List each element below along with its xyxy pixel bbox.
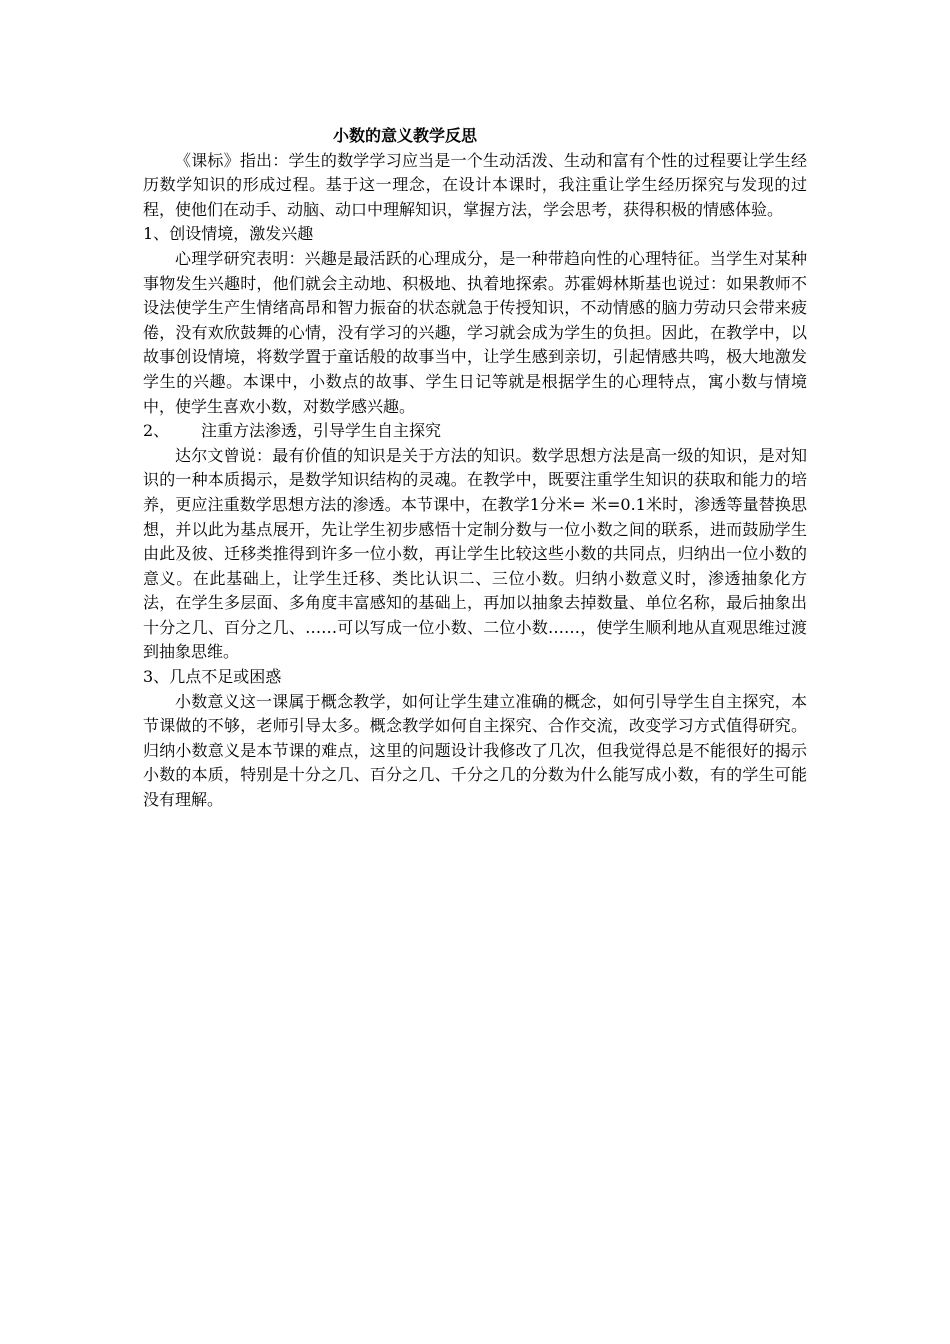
section-heading-2: [143, 419, 807, 444]
section-title-3: 几点不足或困惑: [169, 667, 282, 687]
section-body-2: 达尔文曾说：最有价值的知识是关于方法的知识。数学思想方法是高一级的知识，是对知识的一种本质揭示，是数学知识结构的灵魂。在教学中，既要注重学生知识的获取和能力的培养，更应注重数学思想方法的渗透。本节课中，在教学1分米= 米=0.1米时，渗透等量替换思想，并以此为基点展开，先让学生初步感悟十定制分数与一位小数之间的联系，进而鼓励学生由此及彼、迁移类推得到许多一位小数，再让学生比较这些小数的共同点，归纳出一位小数的意义。在此基础上，让学生迁移、类比认识二、三位小数。归纳小数意义时，渗透抽象化方法，在学生多层面、多角度丰富感知的基础上，再加以抽象去掉数量、单位名称，最后抽象出十分之几、百分之几、……可以写成一位小数、二位小数……，使学生顺利地从直观思维过渡到抽象思维。: [143, 445, 807, 662]
section-title-1: 创设情境，激发兴趣: [169, 224, 314, 244]
document-title: 小数的意义教学反思: [333, 126, 478, 145]
section-number-1: 1、: [143, 224, 170, 244]
section-heading-1: [143, 222, 807, 247]
section-title-2: 注重方法渗透，引导学生自主探究: [201, 421, 442, 441]
section-number-3: 3、: [143, 667, 170, 687]
intro-paragraph: 《课标》指出：学生的数学学习应当是一个生动活泼、生动和富有个性的过程要让学生经历数学知识的形成过程。基于这一理念，在设计本课时，我注重让学生经历探究与发现的过程，使他们在动手、动脑、动口中理解知识，掌握方法，学会思考，获得积极的情感体验。: [143, 150, 807, 219]
section-body-1: 心理学研究表明：兴趣是最活跃的心理成分，是一种带趋向性的心理特征。当学生对某种事物发生兴趣时，他们就会主动地、积极地、执着地探索。苏霍姆林斯基也说过：如果教师不设法使学生产生情绪高昂和智力振奋的状态就急于传授知识，不动情感的脑力劳动只会带来疲倦，没有欢欣鼓舞的心情，没有学习的兴趣，学习就会成为学生的负担。因此，在教学中，以故事创设情境，将数学置于童话般的故事当中，让学生感到亲切，引起情感共鸣，极大地激发学生的兴趣。本课中，小数点的故事、学生日记等就是根据学生的心理特点，寓小数与情境中，使学生喜欢小数，对数学感兴趣。: [143, 248, 807, 416]
section-heading-3: [143, 665, 807, 690]
document-page: [143, 124, 807, 813]
section-number-2: 2、: [143, 421, 170, 441]
section-body-3: 小数意义这一课属于概念教学，如何让学生建立准确的概念，如何引导学生自主探究，本节课做的不够，老师引导太多。概念教学如何自主探究、合作交流，改变学习方式值得研究。归纳小数意义是本节课的难点，这里的问题设计我修改了几次，但我觉得总是不能很好的揭示小数的本质，特别是十分之几、百分之几、千分之几的分数为什么能写成小数，有的学生可能没有理解。: [143, 691, 807, 810]
